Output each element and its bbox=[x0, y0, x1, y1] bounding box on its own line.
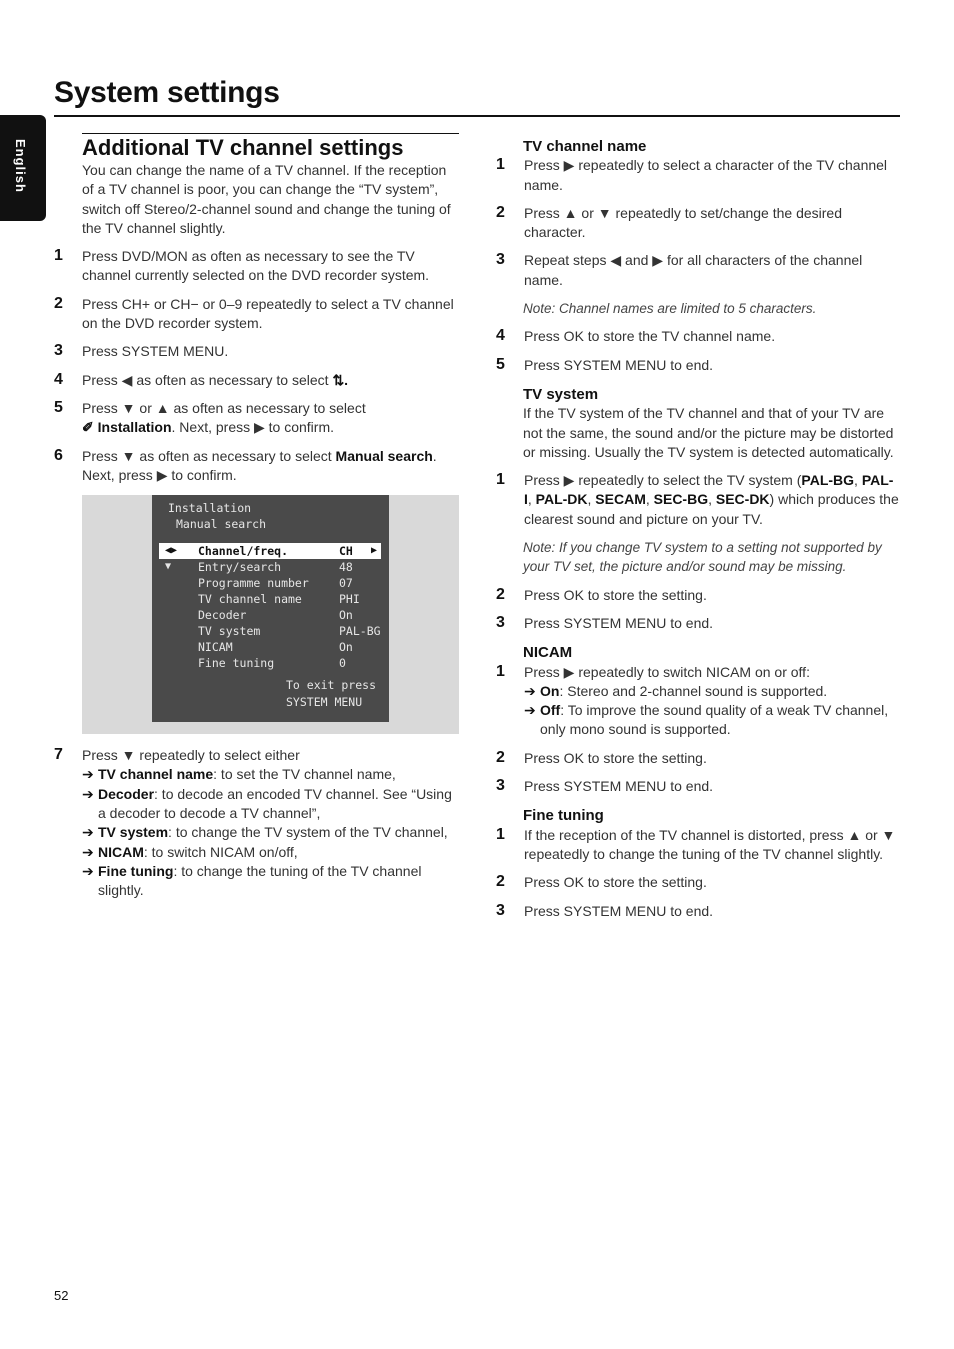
step-number: 2 bbox=[54, 294, 63, 312]
osd-row bbox=[159, 655, 381, 671]
step-number: 4 bbox=[496, 327, 505, 345]
step-3 bbox=[496, 614, 900, 633]
step-text: Press ▼ as often as necessary to select bbox=[82, 447, 336, 464]
arrow-icon: ➔ bbox=[82, 824, 94, 841]
option-item bbox=[82, 785, 460, 824]
separator: , bbox=[708, 491, 716, 508]
step-4 bbox=[496, 327, 900, 346]
step-1 bbox=[54, 247, 460, 286]
step-text: Press SYSTEM MENU. bbox=[82, 343, 229, 360]
osd-value: On bbox=[339, 608, 353, 623]
step-2 bbox=[496, 749, 900, 768]
step-1 bbox=[496, 471, 900, 529]
step-5 bbox=[54, 399, 460, 438]
arrow-icon: ➔ bbox=[524, 702, 536, 719]
step-text: Press SYSTEM MENU to end. bbox=[524, 614, 714, 631]
osd-label: Decoder bbox=[198, 608, 247, 623]
option-item bbox=[82, 862, 460, 901]
separator: , bbox=[645, 491, 654, 508]
step-number: 3 bbox=[496, 251, 505, 269]
step-number: 7 bbox=[54, 746, 63, 764]
osd-row bbox=[159, 639, 381, 655]
step-number: 3 bbox=[54, 342, 63, 360]
step-text: Press ▲ or ▼ repeatedly to set/change the desired character. bbox=[524, 204, 842, 241]
separator: , bbox=[587, 491, 596, 508]
title-rule bbox=[54, 115, 900, 117]
option-desc: : to switch NICAM on/off, bbox=[143, 843, 298, 860]
step-3 bbox=[496, 777, 900, 796]
option-item bbox=[82, 843, 460, 862]
osd-subtitle: Manual search bbox=[176, 517, 267, 532]
step-number: 6 bbox=[54, 446, 63, 464]
option-name: Fine tuning bbox=[98, 862, 174, 879]
subsection-heading: TV channel name bbox=[523, 138, 647, 155]
osd-row bbox=[159, 607, 381, 623]
note: Note: If you change TV system to a setting not supported by your TV set, the picture and/or sound may be missing. bbox=[523, 540, 882, 575]
subsection-heading: NICAM bbox=[523, 644, 573, 662]
step-text: Press SYSTEM MENU to end. bbox=[524, 902, 714, 919]
subsection-heading: Fine tuning bbox=[523, 807, 604, 825]
osd-screen bbox=[152, 495, 389, 722]
page-number: 52 bbox=[54, 1288, 69, 1303]
step-number: 1 bbox=[496, 156, 505, 174]
option-desc: : to change the TV system of the TV channel, bbox=[168, 824, 448, 841]
option-item bbox=[82, 765, 460, 784]
step-text: Press DVD/MON as often as necessary to see the TV channel currently selected on the DVD recorder system. bbox=[82, 248, 430, 284]
step-3 bbox=[54, 342, 460, 361]
page-title: System settings bbox=[54, 76, 280, 109]
step-number: 5 bbox=[496, 355, 505, 373]
note: Note: Channel names are limited to 5 characters. bbox=[523, 301, 817, 317]
step-4 bbox=[54, 371, 460, 390]
step-number: 1 bbox=[496, 662, 505, 680]
step-bold: Manual search bbox=[335, 447, 433, 464]
step-number: 2 bbox=[496, 873, 505, 891]
step-7 bbox=[54, 746, 460, 900]
step-number: 4 bbox=[54, 370, 63, 388]
osd-label: Channel/freq. bbox=[198, 544, 289, 559]
left-right-arrows-icon: ◀▶ bbox=[165, 545, 178, 557]
tv-system-option: PAL-I bbox=[524, 472, 894, 508]
wrench-icon: ✐ bbox=[82, 419, 98, 436]
step-6 bbox=[54, 447, 460, 486]
tv-system-option: PAL-DK bbox=[535, 491, 588, 508]
step-2 bbox=[496, 586, 900, 605]
osd-value: On bbox=[339, 640, 353, 655]
step-number: 1 bbox=[496, 825, 505, 843]
osd-row bbox=[159, 543, 381, 559]
osd-hint-line: To exit press bbox=[286, 678, 377, 693]
option-name: On bbox=[540, 682, 560, 699]
osd-value: PAL-BG bbox=[339, 624, 381, 639]
step-text: If the reception of the TV channel is distorted, press ▲ or ▼ repeatedly to change the tuning of the TV channel slightly. bbox=[524, 826, 896, 862]
step-text: Press ▼ or ▲ as often as necessary to select bbox=[82, 399, 366, 416]
step-number: 3 bbox=[496, 613, 505, 631]
subsection-heading: TV system bbox=[523, 385, 599, 403]
step-2 bbox=[496, 204, 900, 243]
osd-label: Programme number bbox=[198, 576, 309, 591]
step-number: 2 bbox=[496, 585, 505, 603]
step-1 bbox=[496, 156, 900, 195]
intro-paragraph: You can change the name of a TV channel. If the reception of a TV channel is poor, you can change the “TV system”, switch off Stereo/2-channel sound and change the tuning of the TV channel slightly. bbox=[82, 162, 451, 236]
osd-value: 07 bbox=[339, 576, 353, 591]
step-number: 2 bbox=[496, 203, 505, 221]
menu-icon: ⇅. bbox=[332, 371, 349, 388]
option-name: TV system bbox=[98, 824, 169, 841]
language-label: English bbox=[13, 139, 28, 193]
intro-paragraph: If the TV system of the TV channel and that of your TV are not the same, the sound and/or the picture may be distorted or missing. Usually the TV system is detected automatically. bbox=[523, 405, 894, 460]
option-desc: : to set the TV channel name, bbox=[213, 766, 396, 783]
step-text: Press OK to store the setting. bbox=[524, 749, 707, 766]
osd-label: TV system bbox=[198, 624, 261, 639]
option-item bbox=[524, 682, 900, 701]
step-text: Press ▶ repeatedly to select the TV system ( bbox=[524, 472, 802, 489]
option-name: NICAM bbox=[98, 843, 144, 860]
osd-value: CH bbox=[339, 544, 353, 559]
tv-system-option: SECAM bbox=[595, 491, 646, 508]
osd-title: Installation bbox=[168, 501, 252, 516]
step-number: 2 bbox=[496, 748, 505, 766]
step-text: Repeat steps ◀ and ▶ for all characters of the channel name. bbox=[524, 252, 863, 288]
option-desc: : Stereo and 2-channel sound is supported. bbox=[559, 682, 828, 699]
separator: , bbox=[527, 491, 536, 508]
step-text: Press CH+ or CH− or 0–9 repeatedly to select a TV channel on the DVD recorder system. bbox=[82, 295, 454, 332]
osd-value: 48 bbox=[339, 560, 353, 575]
arrow-icon: ➔ bbox=[82, 862, 94, 879]
step-2 bbox=[54, 295, 460, 334]
step-3 bbox=[496, 902, 900, 921]
option-item bbox=[82, 823, 460, 842]
step-text-post: . Next, press ▶ to confirm. bbox=[82, 447, 437, 483]
osd-label: Entry/search bbox=[198, 560, 282, 575]
step-text: Press ▼ repeatedly to select either bbox=[82, 747, 300, 764]
osd-value: 0 bbox=[339, 656, 346, 671]
osd-row bbox=[159, 575, 381, 591]
step-1 bbox=[496, 663, 900, 740]
tv-system-option: PAL-BG bbox=[801, 472, 855, 489]
step-1 bbox=[496, 826, 900, 865]
option-desc: : To improve the sound quality of a weak TV channel, only mono sound is supported. bbox=[540, 702, 889, 738]
arrow-icon: ➔ bbox=[82, 843, 94, 860]
step-text: Press OK to store the setting. bbox=[524, 586, 707, 603]
tv-system-option: SEC-DK bbox=[715, 491, 770, 508]
osd-exit-hint bbox=[286, 677, 376, 711]
step-text: Press OK to store the TV channel name. bbox=[524, 328, 776, 345]
step-text: Press SYSTEM MENU to end. bbox=[524, 356, 714, 373]
step-number: 1 bbox=[496, 471, 505, 489]
osd-value: PHI bbox=[339, 592, 360, 607]
down-arrow-icon: ▼ bbox=[165, 561, 172, 573]
separator: , bbox=[854, 472, 862, 489]
step-number: 5 bbox=[54, 398, 63, 416]
step-text: Press OK to store the setting. bbox=[524, 874, 707, 891]
osd-label: Fine tuning bbox=[198, 656, 275, 671]
option-item bbox=[524, 701, 900, 740]
step-number: 1 bbox=[54, 247, 63, 265]
arrow-icon: ➔ bbox=[82, 785, 94, 802]
step-text: Press ▶ repeatedly to select a character of the TV channel name. bbox=[524, 157, 888, 193]
osd-row bbox=[159, 559, 381, 575]
step-number: 3 bbox=[496, 777, 505, 795]
step-text: Press ▶ repeatedly to switch NICAM on or off: bbox=[524, 663, 810, 680]
option-name: TV channel name bbox=[98, 766, 214, 783]
step-text-post: ) which produces the clearest sound and picture on your TV. bbox=[524, 491, 899, 527]
osd-illustration bbox=[82, 495, 459, 734]
section-heading: Additional TV channel settings bbox=[82, 133, 459, 161]
left-column bbox=[54, 133, 460, 901]
step-text-post: . Next, press ▶ to confirm. bbox=[171, 419, 335, 436]
step-number: 3 bbox=[496, 901, 505, 919]
step-bold: Installation bbox=[97, 419, 172, 436]
right-arrow-icon: ▶ bbox=[370, 545, 377, 557]
step-3 bbox=[496, 251, 900, 290]
osd-label: NICAM bbox=[198, 640, 233, 655]
option-desc: : to decode an encoded TV channel. See “Using a decoder to decode a TV channel”, bbox=[98, 785, 452, 822]
osd-label: TV channel name bbox=[198, 592, 302, 607]
arrow-icon: ➔ bbox=[82, 766, 94, 783]
step-text: Press ◀ as often as necessary to select bbox=[82, 371, 333, 388]
step-text: Press SYSTEM MENU to end. bbox=[524, 778, 714, 795]
tv-system-option: SEC-BG bbox=[653, 491, 709, 508]
right-column bbox=[496, 137, 900, 921]
osd-row bbox=[159, 591, 381, 607]
arrow-icon: ➔ bbox=[524, 682, 536, 699]
osd-row bbox=[159, 623, 381, 639]
osd-hint-line: SYSTEM MENU bbox=[286, 695, 363, 710]
option-desc: : to change the tuning of the TV channel slightly. bbox=[98, 862, 422, 899]
step-5 bbox=[496, 356, 900, 375]
language-tab bbox=[0, 115, 46, 221]
step-2 bbox=[496, 873, 900, 892]
option-name: Decoder bbox=[98, 785, 155, 802]
option-name: Off bbox=[540, 702, 561, 719]
